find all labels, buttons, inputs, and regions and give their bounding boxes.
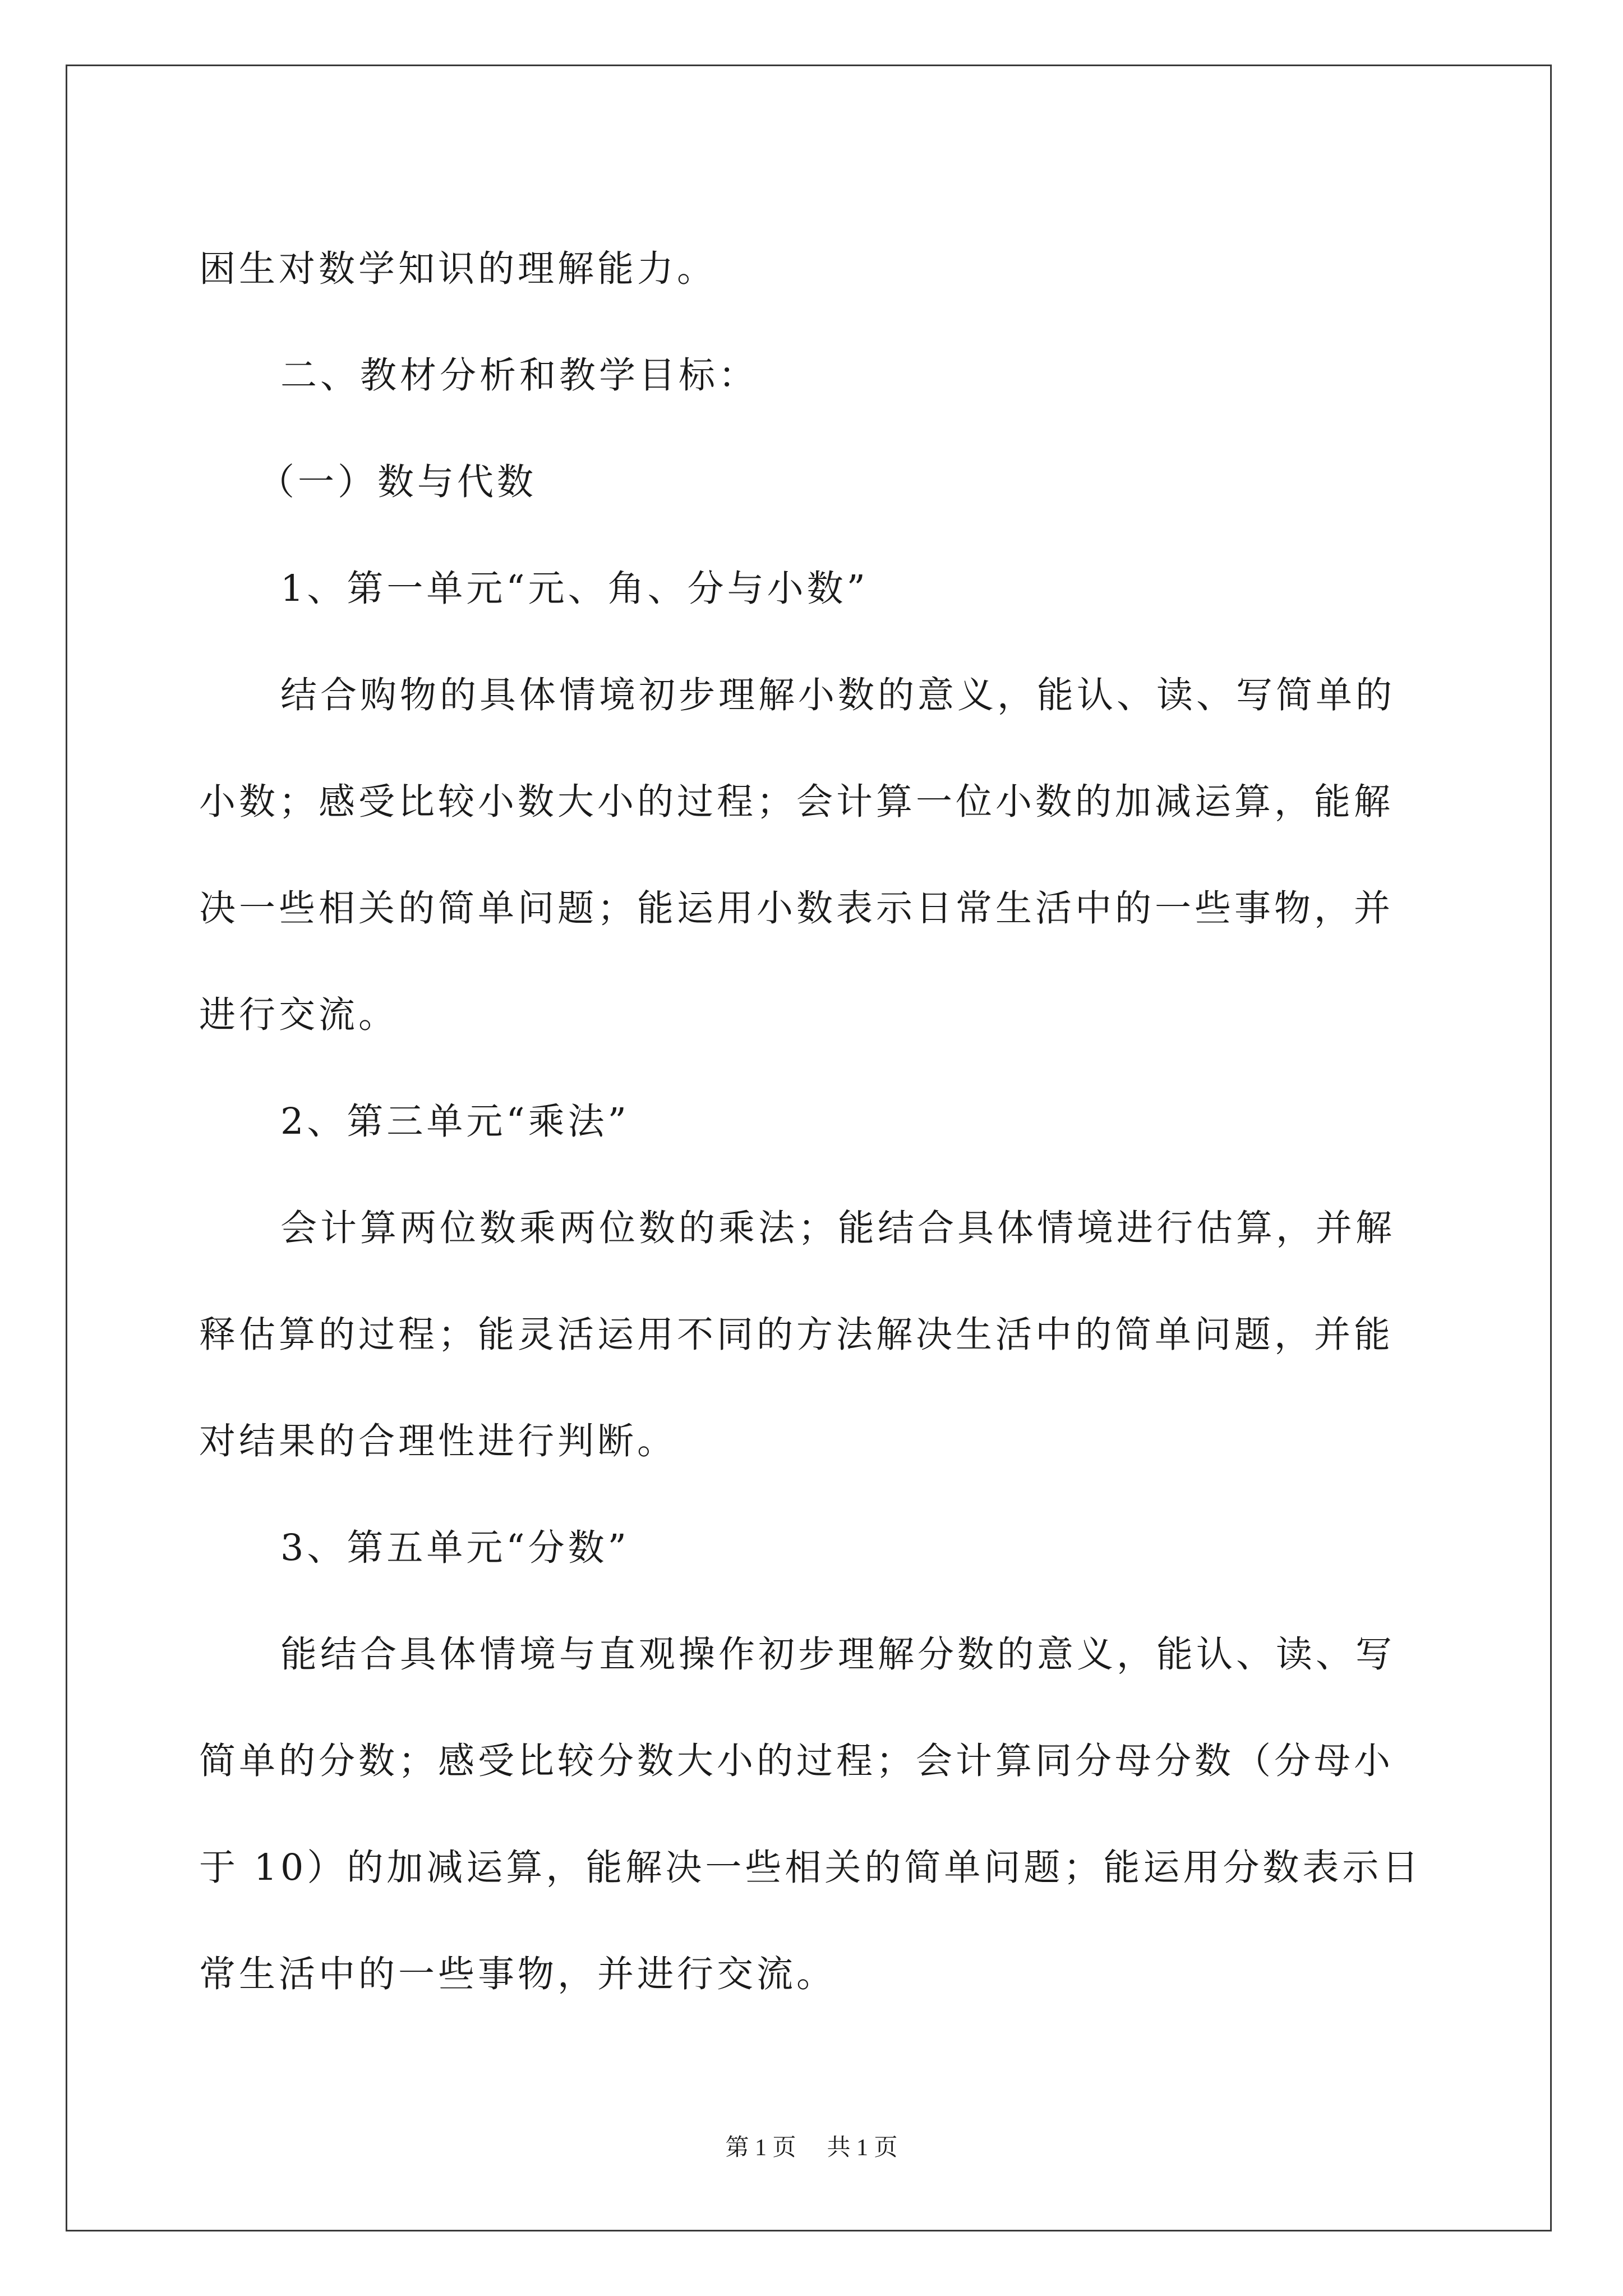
document-body <box>199 216 1430 2028</box>
text-line: 简单的分数；感受比较分数大小的过程；会计算同分母分数（分母小 <box>199 1740 1394 1782</box>
text-line: 结合购物的具体情境初步理解小数的意义，能认、读、写简单的 <box>280 674 1396 716</box>
text-line: 会计算两位数乘两位数的乘法；能结合具体情境进行估算，并解 <box>280 1207 1396 1249</box>
unit-heading: 2、第三单元“乘法” <box>280 1101 630 1143</box>
page-number: 第 1 页 <box>725 2135 796 2161</box>
text-line: 释估算的过程；能灵活运用不同的方法解决生活中的简单问题，并能 <box>199 1314 1394 1356</box>
text-line: 困生对数学知识的理解能力。 <box>199 248 717 290</box>
subsection-heading: （一）数与代数 <box>258 461 537 503</box>
text-line: 决一些相关的简单问题；能运用小数表示日常生活中的一些事物，并 <box>199 887 1394 930</box>
text-line: 小数；感受比较小数大小的过程；会计算一位小数的加减运算，能解 <box>199 781 1394 823</box>
unit-heading: 3、第五单元“分数” <box>280 1527 630 1569</box>
unit-heading: 1、第一单元“元、角、分与小数” <box>280 568 869 610</box>
text-line: 常生活中的一些事物，并进行交流。 <box>199 1953 837 1995</box>
page-footer <box>0 2129 1623 2162</box>
section-heading: 二、教材分析和教学目标： <box>280 355 759 397</box>
text-line: 能结合具体情境与直观操作初步理解分数的意义，能认、读、写 <box>280 1634 1396 1676</box>
text-line: 进行交流。 <box>199 994 399 1036</box>
text-line: 对结果的合理性进行判断。 <box>199 1420 677 1462</box>
page-total: 共 1 页 <box>827 2135 898 2161</box>
text-line: 于 10）的加减运算，能解决一些相关的简单问题；能运用分数表示日 <box>199 1847 1422 1889</box>
